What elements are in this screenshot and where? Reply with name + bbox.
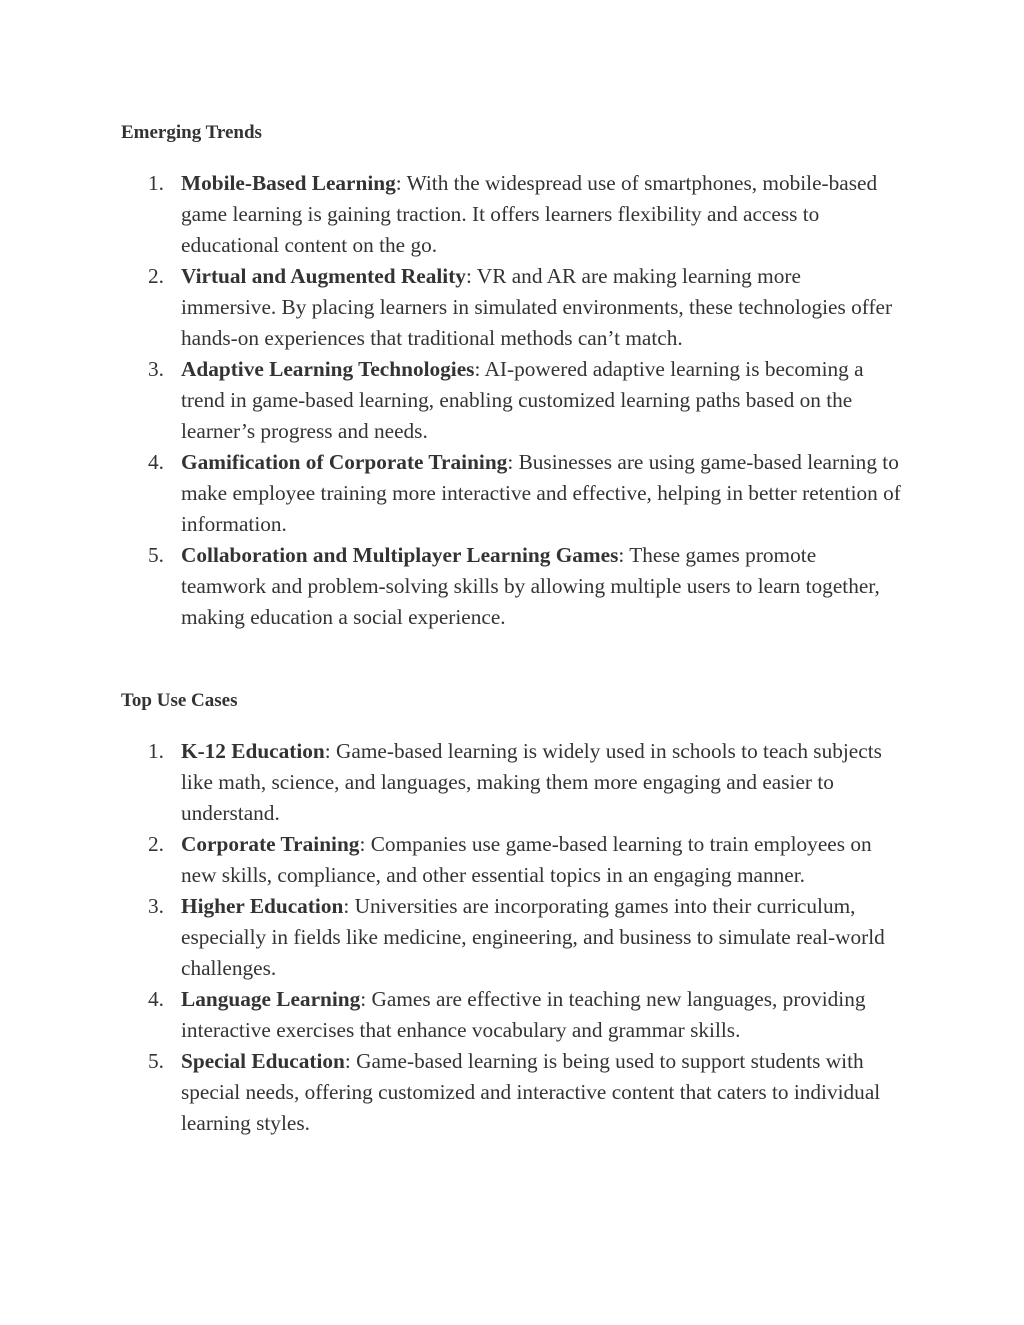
list-item-term: Corporate Training bbox=[181, 832, 360, 856]
list-item-text: : Games are effective in teaching new languages, providing interactive exercises that enhance vocabulary and grammar skills. bbox=[181, 987, 866, 1042]
list-number: 3. bbox=[148, 357, 164, 381]
list-item bbox=[0, 736, 901, 829]
list-item-text: : Businesses are using game-based learning to make employee training more interactive and effective, helping in better retention of information. bbox=[181, 450, 901, 536]
list-item-term: Mobile-Based Learning bbox=[181, 171, 396, 195]
list-item bbox=[0, 354, 901, 447]
list-item-text: : Universities are incorporating games into their curriculum, especially in fields like medicine, engineering, and business to simulate real-world challenges. bbox=[181, 894, 885, 980]
list-number: 5. bbox=[148, 543, 164, 567]
emerging-trends-list bbox=[0, 168, 1024, 633]
list-item bbox=[0, 829, 901, 891]
list-item-term: Special Education bbox=[181, 1049, 345, 1073]
list-item bbox=[0, 261, 901, 354]
list-item-term: Higher Education bbox=[181, 894, 344, 918]
list-item-text: : VR and AR are making learning more immersive. By placing learners in simulated environments, these technologies offer hands-on experiences that traditional methods can’t match. bbox=[181, 264, 893, 350]
list-item-term: K-12 Education bbox=[181, 739, 325, 763]
list-item-term: Gamification of Corporate Training bbox=[181, 450, 508, 474]
list-item-term: Adaptive Learning Technologies bbox=[181, 357, 475, 381]
list-item bbox=[0, 168, 901, 261]
list-item-text: : These games promote teamwork and problem-solving skills by allowing multiple users to learn together, making education a social experience. bbox=[181, 543, 880, 629]
list-number: 4. bbox=[148, 987, 164, 1011]
list-item-term: Collaboration and Multiplayer Learning Games bbox=[181, 543, 619, 567]
list-number: 3. bbox=[148, 894, 164, 918]
list-item-text: : AI-powered adaptive learning is becoming a trend in game-based learning, enabling customized learning paths based on the learner’s progress and needs. bbox=[181, 357, 864, 443]
list-item-text: : Game-based learning is widely used in schools to teach subjects like math, science, and languages, making them more engaging and easier to understand. bbox=[181, 739, 882, 825]
list-item-term: Virtual and Augmented Reality bbox=[181, 264, 466, 288]
top-use-cases-list bbox=[0, 736, 1024, 1139]
section-heading-top-use-cases: Top Use Cases bbox=[121, 690, 238, 711]
list-item bbox=[0, 891, 901, 984]
list-item-text: : Game-based learning is being used to support students with special needs, offering customized and interactive content that caters to individual learning styles. bbox=[181, 1049, 881, 1135]
list-item-text: : With the widespread use of smartphones, mobile-based game learning is gaining traction. It offers learners flexibility and access to educational content on the go. bbox=[181, 171, 878, 257]
list-number: 4. bbox=[148, 450, 164, 474]
list-number: 2. bbox=[148, 264, 164, 288]
list-item bbox=[0, 447, 901, 540]
list-item-term: Language Learning bbox=[181, 987, 361, 1011]
list-number: 1. bbox=[148, 739, 164, 763]
list-item-text: : Companies use game-based learning to train employees on new skills, compliance, and other essential topics in an engaging manner. bbox=[181, 832, 872, 887]
section-heading-emerging-trends: Emerging Trends bbox=[121, 122, 262, 143]
list-item bbox=[0, 1046, 901, 1139]
list-number: 2. bbox=[148, 832, 164, 856]
list-number: 5. bbox=[148, 1049, 164, 1073]
list-item bbox=[0, 984, 901, 1046]
list-item bbox=[0, 540, 901, 633]
list-number: 1. bbox=[148, 171, 164, 195]
